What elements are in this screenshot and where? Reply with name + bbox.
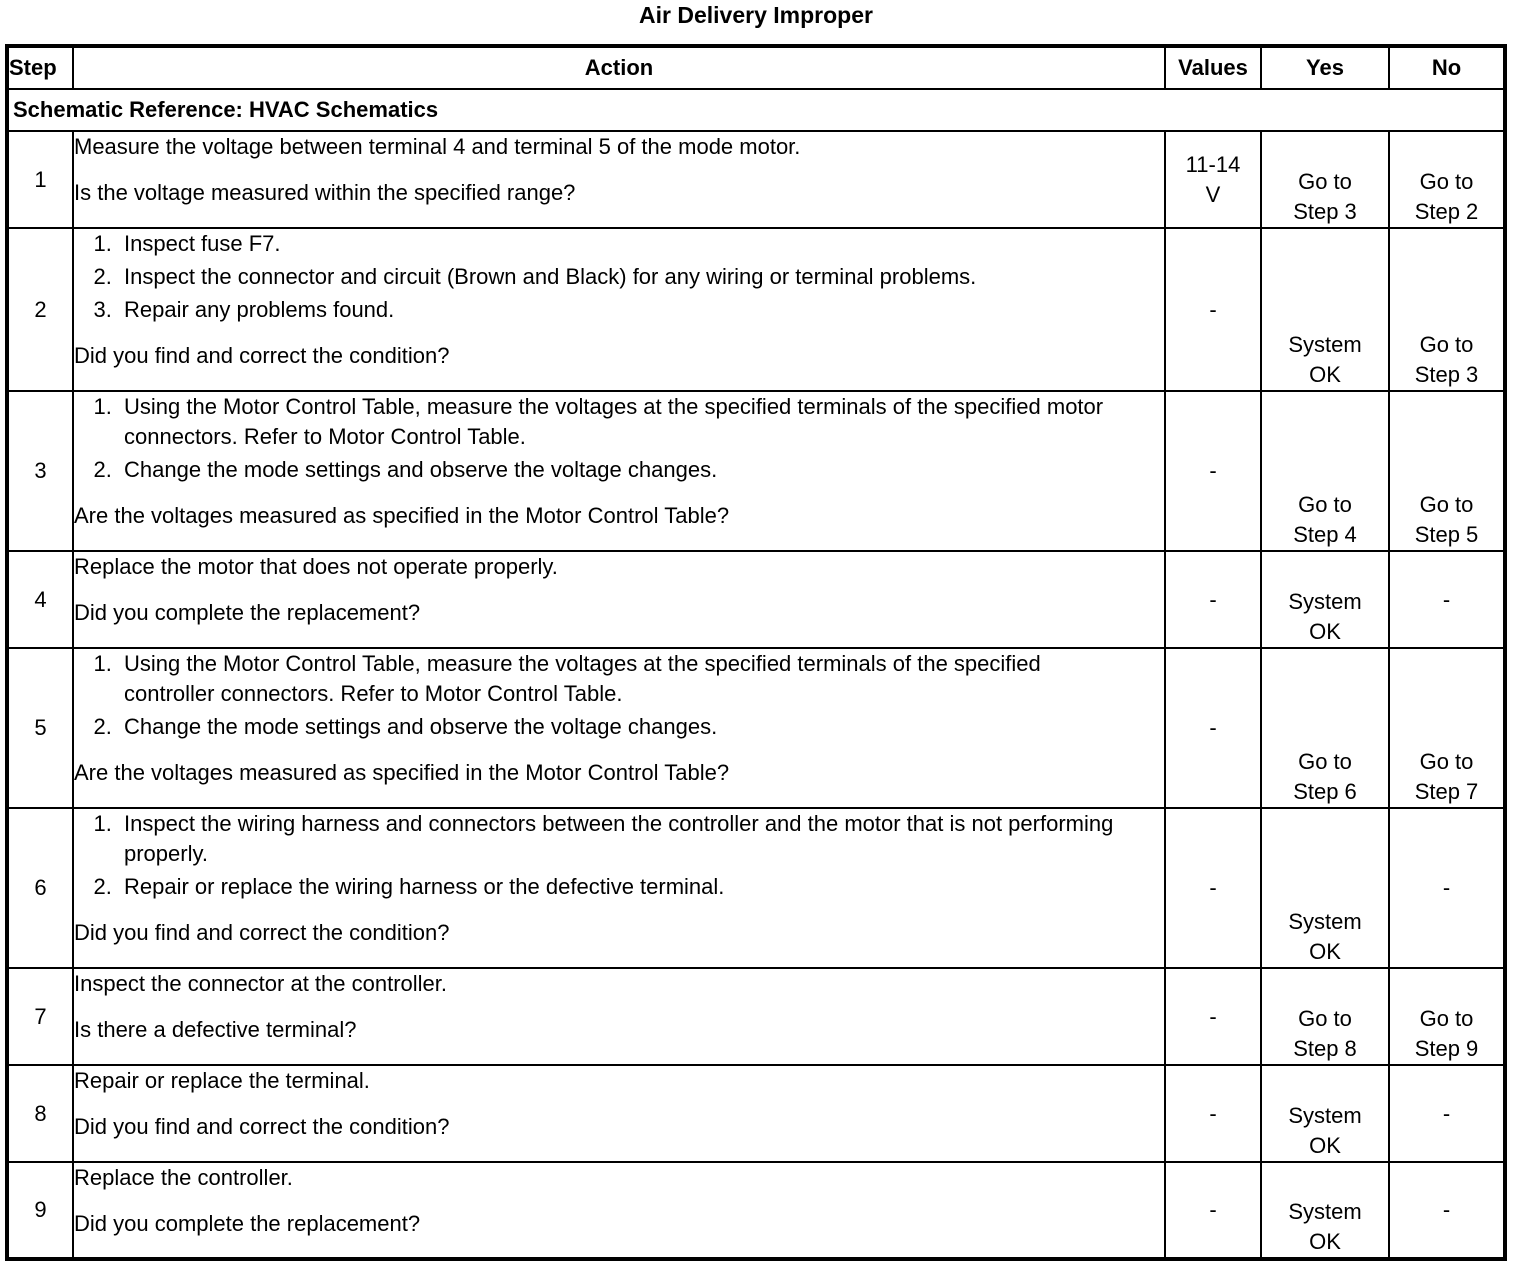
no-cell: -: [1389, 808, 1505, 968]
action-cell: [73, 228, 1165, 391]
header-yes: Yes: [1261, 46, 1389, 89]
step-number: 8: [7, 1065, 73, 1162]
no-cell: [1389, 391, 1505, 551]
yes-cell: [1261, 131, 1389, 228]
yes-cell: [1261, 228, 1389, 391]
table-row: [7, 391, 1505, 551]
yes-text: Go to Step 8: [1293, 1006, 1357, 1061]
value-cell: -: [1165, 808, 1261, 968]
yes-cell: [1261, 648, 1389, 808]
action-list-item: 1. Inspect the wiring harness and connectors between the controller and the motor that is not performing properly.: [118, 809, 1164, 869]
value-text: 11-14 V: [1185, 151, 1241, 207]
action-cell: [73, 1065, 1165, 1162]
table-row: [7, 131, 1505, 228]
no-text: Go to Step 3: [1414, 332, 1479, 387]
no-text: Go to Step 7: [1414, 749, 1479, 804]
action-cell: [73, 391, 1165, 551]
no-cell: [1389, 131, 1505, 228]
action-cell: [73, 551, 1165, 648]
header-values: Values: [1165, 46, 1261, 89]
action-list-item: 2. Change the mode settings and observe the voltage changes.: [118, 712, 1164, 742]
action-cell: [73, 131, 1165, 228]
no-cell: [1389, 648, 1505, 808]
step-number: 4: [7, 551, 73, 648]
action-text: Repair or replace the terminal.: [74, 1068, 370, 1093]
action-question: Are the voltages measured as specified in the Motor Control Table?: [74, 760, 730, 785]
header-action: Action: [73, 46, 1165, 89]
action-list-item: 1. Using the Motor Control Table, measure the voltages at the specified terminals of the specified controller connectors. Refer to Motor Control Table.: [118, 649, 1164, 709]
yes-cell: [1261, 1162, 1389, 1259]
action-text: Measure the voltage between terminal 4 and terminal 5 of the mode motor.: [74, 134, 801, 159]
step-number: 5: [7, 648, 73, 808]
action-list-item: 2. Change the mode settings and observe the voltage changes.: [118, 455, 1164, 485]
table-row: [7, 1065, 1505, 1162]
action-question: Did you find and correct the condition?: [74, 920, 450, 945]
yes-text: System OK: [1288, 589, 1362, 644]
value-cell: -: [1165, 1065, 1261, 1162]
no-cell: -: [1389, 1065, 1505, 1162]
value-cell: -: [1165, 391, 1261, 551]
step-number: 6: [7, 808, 73, 968]
no-cell: -: [1389, 551, 1505, 648]
value-cell: -: [1165, 551, 1261, 648]
value-cell: -: [1165, 968, 1261, 1065]
diagnostic-table: [5, 44, 1507, 1261]
step-number: 3: [7, 391, 73, 551]
action-text: Inspect the connector at the controller.: [74, 971, 448, 996]
action-list-item: 1. Using the Motor Control Table, measure the voltages at the specified terminals of the specified motor connectors. Refer to Motor Control Table.: [118, 392, 1164, 452]
no-text: Go to Step 9: [1414, 1006, 1479, 1061]
action-text: Replace the motor that does not operate properly.: [74, 554, 558, 579]
no-text: Go to Step 5: [1414, 492, 1479, 547]
table-row: [7, 228, 1505, 391]
schematic-reference: Schematic Reference: HVAC Schematics: [7, 89, 1505, 131]
yes-text: Go to Step 3: [1293, 169, 1357, 224]
action-list-item: 1. Inspect fuse F7.: [118, 229, 1164, 259]
schematic-reference-row: [7, 89, 1505, 131]
action-list: [74, 229, 1164, 325]
value-cell: [1165, 131, 1261, 228]
action-question: Did you find and correct the condition?: [74, 1114, 450, 1139]
action-question: Did you complete the replacement?: [74, 600, 421, 625]
action-cell: [73, 648, 1165, 808]
action-question: Is the voltage measured within the specified range?: [74, 180, 576, 205]
yes-text: System OK: [1288, 1199, 1362, 1254]
action-text: Replace the controller.: [74, 1165, 293, 1190]
action-question: Is there a defective terminal?: [74, 1017, 357, 1042]
no-cell: [1389, 228, 1505, 391]
action-question: Did you find and correct the condition?: [74, 343, 450, 368]
header-row: [7, 46, 1505, 89]
yes-cell: [1261, 391, 1389, 551]
yes-text: System OK: [1288, 332, 1362, 387]
yes-text: Go to Step 4: [1293, 492, 1357, 547]
table-row: [7, 551, 1505, 648]
action-list: [74, 392, 1164, 485]
yes-cell: [1261, 1065, 1389, 1162]
no-text: Go to Step 2: [1414, 169, 1479, 224]
action-cell: [73, 808, 1165, 968]
yes-text: System OK: [1288, 1103, 1362, 1158]
step-number: 9: [7, 1162, 73, 1259]
action-list: [74, 809, 1164, 902]
table-row: [7, 1162, 1505, 1259]
step-number: 2: [7, 228, 73, 391]
action-list-item: 2. Repair or replace the wiring harness or the defective terminal.: [118, 872, 1164, 902]
action-question: Did you complete the replacement?: [74, 1211, 421, 1236]
table-row: [7, 648, 1505, 808]
yes-text: Go to Step 6: [1293, 749, 1357, 804]
table-row: [7, 968, 1505, 1065]
header-no: No: [1389, 46, 1505, 89]
value-cell: -: [1165, 1162, 1261, 1259]
no-cell: [1389, 968, 1505, 1065]
step-number: 7: [7, 968, 73, 1065]
yes-text: System OK: [1288, 909, 1362, 964]
yes-cell: [1261, 551, 1389, 648]
action-question: Are the voltages measured as specified in the Motor Control Table?: [74, 503, 730, 528]
action-list-item: 3. Repair any problems found.: [118, 295, 1164, 325]
yes-cell: [1261, 968, 1389, 1065]
value-cell: -: [1165, 228, 1261, 391]
table-row: [7, 808, 1505, 968]
header-step: Step: [7, 46, 73, 89]
page-title: Air Delivery Improper: [639, 2, 873, 28]
no-cell: -: [1389, 1162, 1505, 1259]
value-cell: -: [1165, 648, 1261, 808]
yes-cell: [1261, 808, 1389, 968]
action-cell: [73, 1162, 1165, 1259]
action-list: [74, 649, 1164, 742]
action-list-item: 2. Inspect the connector and circuit (Brown and Black) for any wiring or terminal problems.: [118, 262, 1164, 292]
action-cell: [73, 968, 1165, 1065]
step-number: 1: [7, 131, 73, 228]
